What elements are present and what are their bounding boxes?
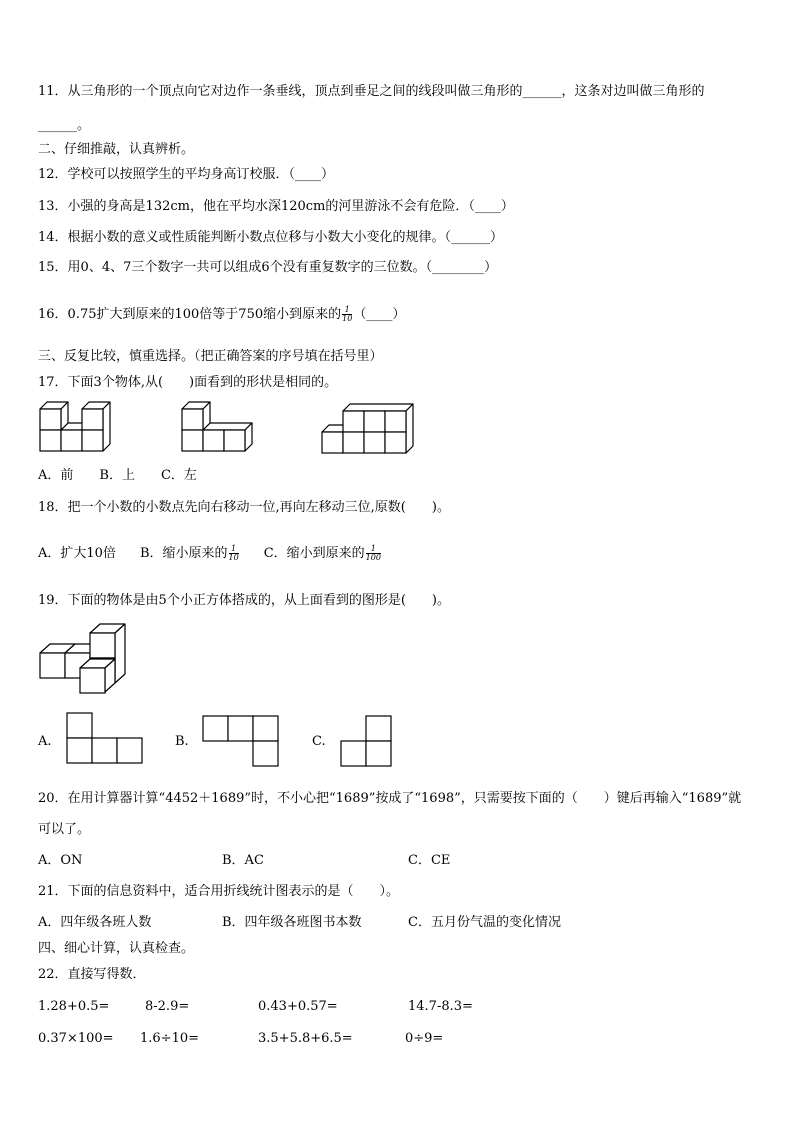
q19-figure (38, 620, 138, 696)
section2-heading: 二、仔细推敲，认真辨析。 (38, 142, 195, 157)
q18-option-c-fraction: $\frac{1}{100}$ (365, 544, 381, 562)
q20-option-c: C．CE (408, 853, 451, 868)
q21-option-a: A．四年级各班人数 (38, 915, 152, 930)
q22-item: 14.7-8.3= (408, 999, 473, 1014)
q22-item: 1.28+0.5= (38, 999, 110, 1014)
q17-figure-2 (180, 400, 260, 456)
q17-stem: 17．下面3个物体,从( )面看到的形状是相同的。 (38, 375, 338, 390)
q20-line1: 20．在用计算器计算“4452＋1689”时，不小心把“1689”按成了“1698”，只需要按下面的（ ）键后再输入“1689”就 (38, 791, 742, 806)
q18-option-b: B．缩小原来的 (139, 546, 228, 561)
q19-option-b-label: B. (175, 734, 189, 749)
q16-text: 16．0.75扩大到原来的100倍等于750缩小到原来的 (38, 307, 342, 322)
q16 (38, 306, 405, 323)
q17-figure-1 (38, 400, 118, 456)
section4-heading: 四、细心计算，认真检查。 (38, 941, 195, 956)
q18-options (38, 545, 382, 562)
q15: 15．用0、4、7三个数字一共可以组成6个没有重复数字的三位数。（________） (38, 260, 498, 275)
q19-option-c-label: C. (312, 734, 326, 749)
q16-blank: （____） (353, 307, 406, 322)
q22-item: 0.37×100= (38, 1031, 114, 1046)
q17-figure-3 (320, 402, 420, 458)
q21-option-c: C．五月份气温的变化情况 (408, 915, 561, 930)
q22-item: 0.43+0.57= (258, 999, 338, 1014)
q22-item: 3.5+5.8+6.5= (258, 1031, 353, 1046)
q19-option-c-figure (340, 715, 396, 771)
q11-line2: ______。 (38, 118, 91, 133)
q21-option-b: B．四年级各班图书本数 (222, 915, 362, 930)
q19-stem: 19．下面的物体是由5个小正方体搭成的，从上面看到的图形是( )。 (38, 593, 450, 608)
q19-option-b-figure (202, 715, 282, 771)
q22-item: 1.6÷10= (140, 1031, 200, 1046)
q18-option-a: A．扩大10倍 (38, 546, 116, 561)
q20-line2: 可以了。 (38, 822, 91, 837)
q17-options: A．前 B．上 C．左 (38, 468, 197, 483)
q19-option-a-figure (66, 712, 146, 768)
q20-option-b: B．AC (222, 853, 264, 868)
q21-stem: 21．下面的信息资料中，适合用折线统计图表示的是（ ）。 (38, 884, 400, 899)
q12: 12．学校可以按照学生的平均身高订校服．（____） (38, 167, 335, 182)
q14: 14．根据小数的意义或性质能判断小数点位移与小数大小变化的规律。（______） (38, 230, 504, 245)
q16-fraction: $\frac{1}{10}$ (342, 305, 353, 323)
q19-option-a-label: A. (38, 734, 52, 749)
q11-line1: 11．从三角形的一个顶点向它对边作一条垂线，顶点到垂足之间的线段叫做三角形的______，这条对边叫做三角形的 (38, 84, 705, 99)
q22-item: 8-2.9= (145, 999, 190, 1014)
q22-stem: 22．直接写得数． (38, 967, 146, 982)
q22-item: 0÷9= (405, 1031, 444, 1046)
q20-option-a: A．ON (38, 853, 83, 868)
q18-option-c: C．缩小到原来的 (263, 546, 365, 561)
q18-stem: 18．把一个小数的小数点先向右移动一位,再向左移动三位,原数( )。 (38, 500, 450, 515)
section3-heading: 三、反复比较，慎重选择。（把正确答案的序号填在括号里） (38, 349, 383, 364)
q18-option-b-fraction: $\frac{1}{10}$ (228, 544, 239, 562)
q13: 13．小强的身高是132cm，他在平均水深120cm的河里游泳不会有危险．（____） (38, 199, 514, 214)
